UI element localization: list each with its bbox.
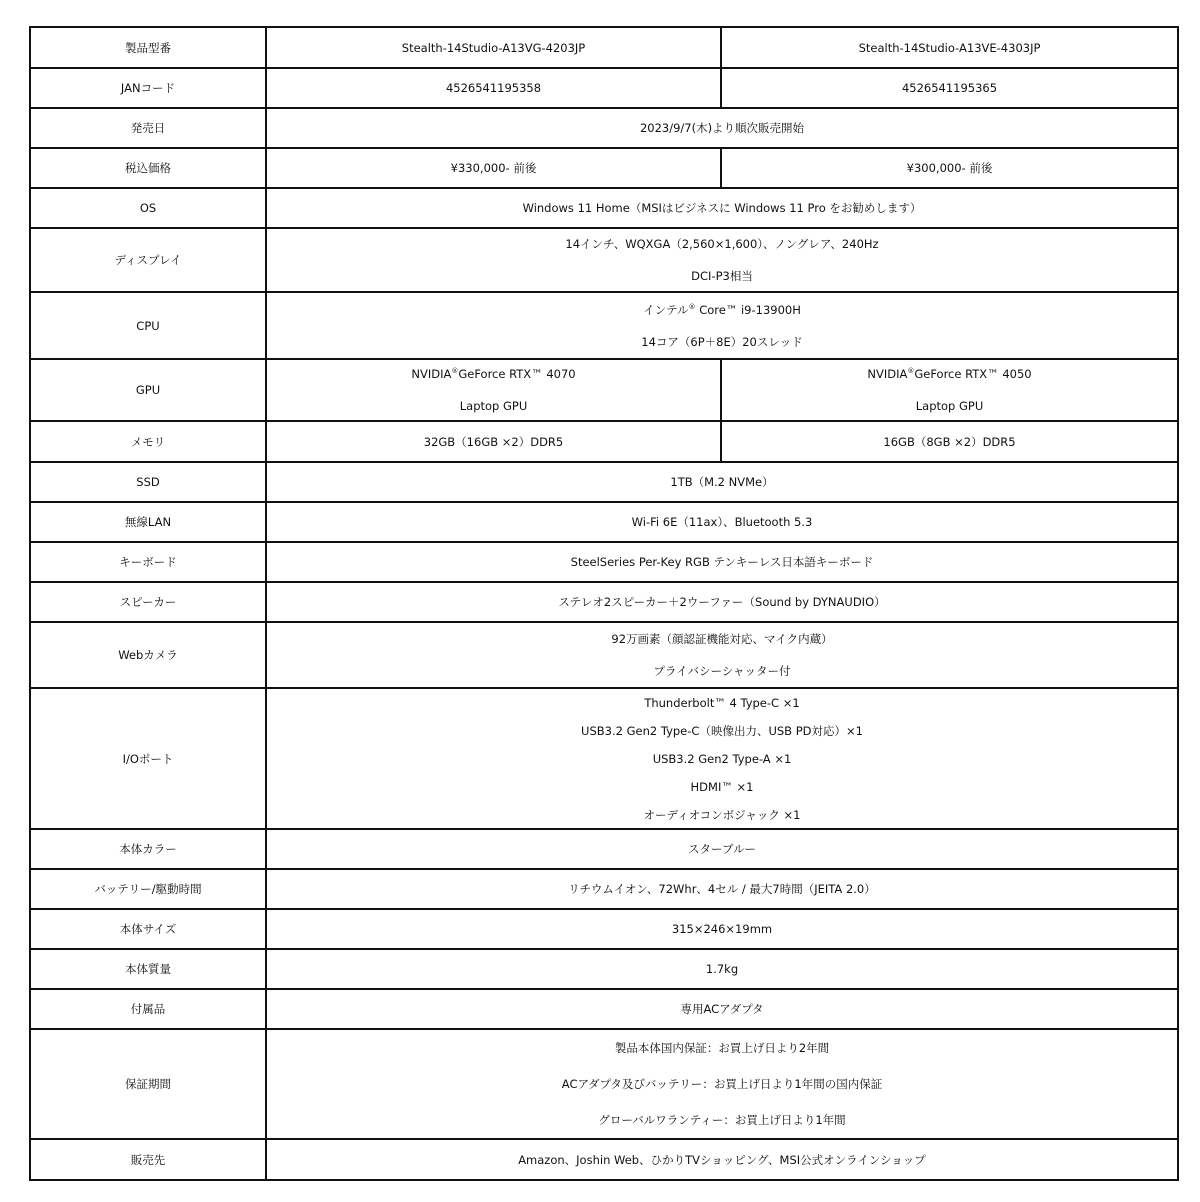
- value-jan-b: 4526541195365: [721, 68, 1178, 108]
- value-release: 2023/9/7(木)より順次販売開始: [266, 108, 1178, 148]
- value-price-a: ¥330,000- 前後: [266, 148, 721, 188]
- row-accessories: [30, 989, 1178, 1029]
- value-gpu-a: [266, 359, 721, 421]
- label-cpu: CPU: [30, 292, 266, 359]
- value-memory-b: 16GB（8GB ×2）DDR5: [721, 421, 1178, 462]
- label-keyboard: キーボード: [30, 542, 266, 582]
- label-sellers: 販売先: [30, 1139, 266, 1180]
- value-color: スターブルー: [266, 829, 1178, 869]
- value-weight: 1.7kg: [266, 949, 1178, 989]
- label-jan: JANコード: [30, 68, 266, 108]
- cpu-line-2: 14コア（6P＋8E）20スレッド: [641, 334, 803, 349]
- webcam-line-2: プライバシーシャッター付: [653, 664, 791, 678]
- display-line-2: DCI-P3相当: [691, 269, 753, 283]
- gpu-a-model: GeForce RTX™ 4070: [458, 367, 576, 381]
- label-wireless: 無線LAN: [30, 502, 266, 542]
- io-line: USB3.2 Gen2 Type-A ×1: [652, 751, 792, 766]
- row-color: [30, 829, 1178, 869]
- row-warranty: [30, 1029, 1178, 1139]
- label-warranty: 保証期間: [30, 1029, 266, 1139]
- row-memory: [30, 421, 1178, 462]
- row-gpu: [30, 359, 1178, 421]
- value-ssd: 1TB（M.2 NVMe）: [266, 462, 1178, 502]
- label-weight: 本体質量: [30, 949, 266, 989]
- row-release: [30, 108, 1178, 148]
- row-model: [30, 27, 1178, 68]
- warranty-line: グローバルワランティー：お買上げ日より1年間: [598, 1113, 846, 1127]
- label-memory: メモリ: [30, 421, 266, 462]
- row-keyboard: [30, 542, 1178, 582]
- warranty-line: ACアダプタ及びバッテリー：お買上げ日より1年間の国内保証: [561, 1077, 883, 1091]
- label-display: ディスプレイ: [30, 228, 266, 292]
- value-sellers: Amazon、Joshin Web、ひかりTVショッピング、MSI公式オンラインショップ: [266, 1139, 1178, 1180]
- value-cpu: [266, 292, 1178, 359]
- label-battery: バッテリー/駆動時間: [30, 869, 266, 909]
- value-jan-a: 4526541195358: [266, 68, 721, 108]
- io-line: USB3.2 Gen2 Type-C（映像出力、USB PD対応）×1: [581, 723, 863, 738]
- label-gpu: GPU: [30, 359, 266, 421]
- cpu-model: Core™ i9-13900H: [695, 302, 801, 317]
- cpu-brand: インテル: [643, 302, 689, 317]
- label-color: 本体カラー: [30, 829, 266, 869]
- row-speaker: [30, 582, 1178, 622]
- label-accessories: 付属品: [30, 989, 266, 1029]
- display-line-1: 14インチ、WQXGA（2,560×1,600）、ノングレア、240Hz: [565, 237, 879, 251]
- gpu-b-model: GeForce RTX™ 4050: [914, 367, 1032, 381]
- gpu-b-line-2: Laptop GPU: [915, 399, 984, 413]
- row-wireless: [30, 502, 1178, 542]
- registered-mark: ®: [907, 367, 915, 376]
- row-size: [30, 909, 1178, 949]
- label-price: 税込価格: [30, 148, 266, 188]
- label-ssd: SSD: [30, 462, 266, 502]
- value-speaker: ステレオ2スピーカー＋2ウーファー（Sound by DYNAUDIO）: [266, 582, 1178, 622]
- value-os: Windows 11 Home（MSIはビジネスに Windows 11 Pro をお勧めします）: [266, 188, 1178, 228]
- io-line: Thunderbolt™ 4 Type-C ×1: [644, 695, 800, 710]
- registered-mark: ®: [451, 367, 459, 376]
- row-webcam: [30, 622, 1178, 688]
- io-line: HDMI™ ×1: [690, 779, 754, 794]
- value-display: [266, 228, 1178, 292]
- value-memory-a: 32GB（16GB ×2）DDR5: [266, 421, 721, 462]
- row-battery: [30, 869, 1178, 909]
- label-io: I/Oポート: [30, 688, 266, 829]
- registered-mark: ®: [688, 302, 696, 311]
- value-webcam: [266, 622, 1178, 688]
- label-model: 製品型番: [30, 27, 266, 68]
- row-os: [30, 188, 1178, 228]
- io-line: オーディオコンボジャック ×1: [643, 807, 801, 822]
- row-jan: [30, 68, 1178, 108]
- value-io: [266, 688, 1178, 829]
- gpu-b-brand: NVIDIA: [867, 367, 908, 381]
- row-cpu: [30, 292, 1178, 359]
- row-price: [30, 148, 1178, 188]
- gpu-b-line-1: [728, 367, 1171, 381]
- value-wireless: Wi-Fi 6E（11ax）、Bluetooth 5.3: [266, 502, 1178, 542]
- value-size: 315×246×19mm: [266, 909, 1178, 949]
- gpu-a-line-2: Laptop GPU: [459, 399, 528, 413]
- row-weight: [30, 949, 1178, 989]
- value-accessories: 専用ACアダプタ: [266, 989, 1178, 1029]
- value-model-a: Stealth-14Studio-A13VG-4203JP: [266, 27, 721, 68]
- label-os: OS: [30, 188, 266, 228]
- warranty-line: 製品本体国内保証：お買上げ日より2年間: [614, 1041, 830, 1055]
- spec-table: [29, 26, 1179, 1181]
- cpu-line-1: [273, 303, 1171, 317]
- row-display: [30, 228, 1178, 292]
- label-release: 発売日: [30, 108, 266, 148]
- value-gpu-b: [721, 359, 1178, 421]
- row-sellers: [30, 1139, 1178, 1180]
- gpu-a-brand: NVIDIA: [411, 367, 452, 381]
- webcam-line-1: 92万画素（顔認証機能対応、マイク内蔵）: [611, 632, 833, 646]
- value-price-b: ¥300,000- 前後: [721, 148, 1178, 188]
- label-size: 本体サイズ: [30, 909, 266, 949]
- value-battery: リチウムイオン、72Whr、4セル / 最大7時間（JEITA 2.0）: [266, 869, 1178, 909]
- label-speaker: スピーカー: [30, 582, 266, 622]
- value-model-b: Stealth-14Studio-A13VE-4303JP: [721, 27, 1178, 68]
- row-io: [30, 688, 1178, 829]
- row-ssd: [30, 462, 1178, 502]
- label-webcam: Webカメラ: [30, 622, 266, 688]
- value-keyboard: SteelSeries Per-Key RGB テンキーレス日本語キーボード: [266, 542, 1178, 582]
- value-warranty: [266, 1029, 1178, 1139]
- gpu-a-line-1: [273, 367, 714, 381]
